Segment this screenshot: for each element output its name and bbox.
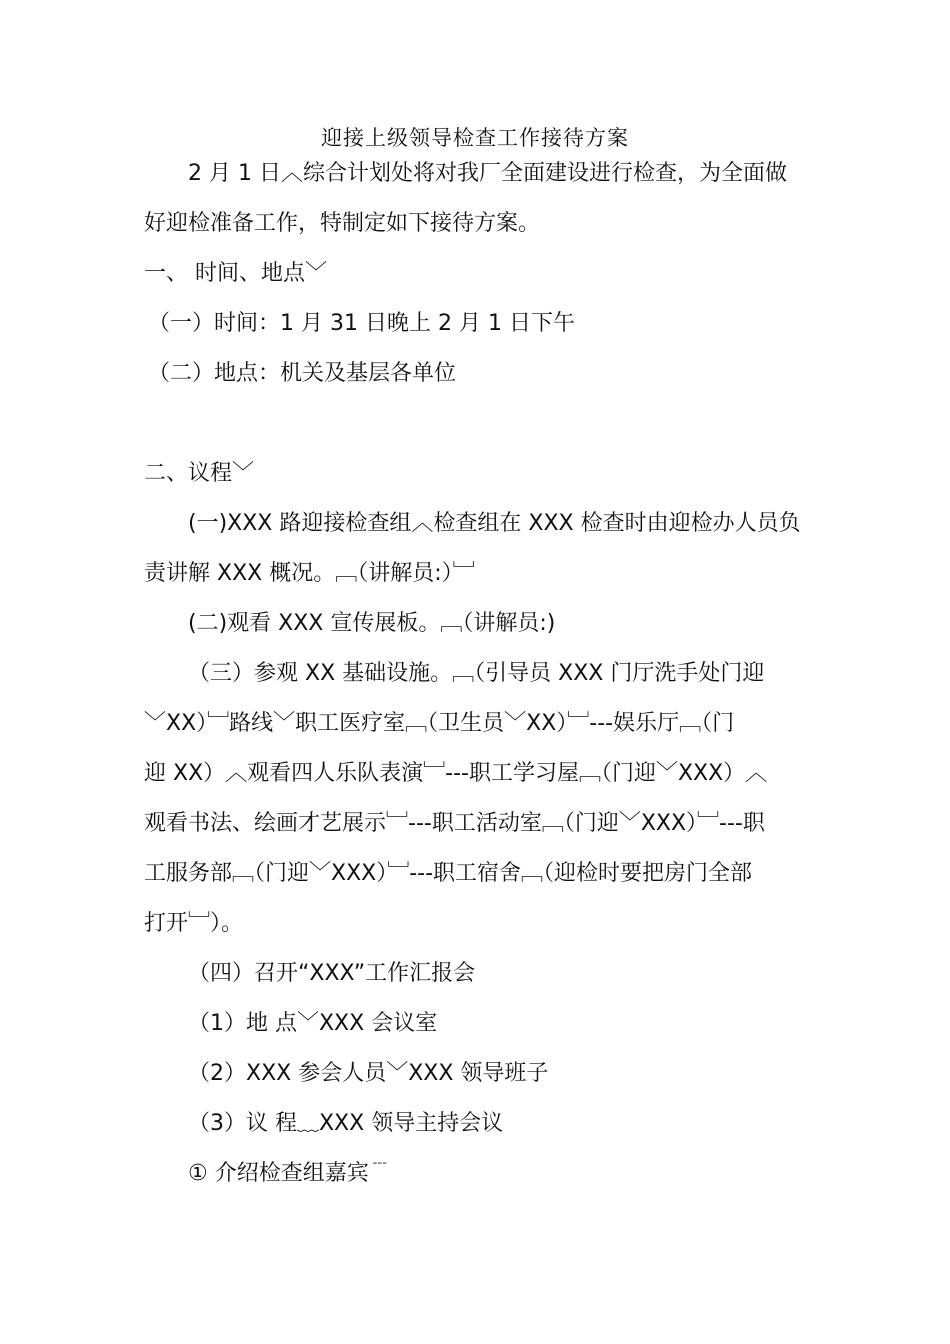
section-heading-time-place: 一、 时间、地点﹀ (144, 261, 327, 286)
agenda-item-3-line-5: 工服务部﹇（门迎﹀XXX）﹈---职工宿舍﹇（迎检时要把房门全部 (144, 861, 753, 886)
paragraph-intro-line-1: 2 月 1 日︿综合计划处将对我厂全面建设进行检查，为全面做 (188, 161, 787, 186)
meeting-agenda: （3）议 程﹏XXX 领导主持会议 (188, 1111, 504, 1136)
agenda-item-3-line-6: 打开﹈）。 (144, 911, 244, 936)
agenda-item-1-line-1: (一)XXX 路迎接检查组︿检查组在 XXX 检查时由迎检办人员负 (188, 511, 801, 536)
agenda-item-3-line-4: 观看书法、绘画才艺展示﹈---职工活动室﹇（门迎﹀XXX）﹈---职 (144, 811, 765, 836)
meeting-attendees: （2）XXX 参会人员﹀XXX 领导班子 (188, 1061, 549, 1086)
agenda-item-1-line-2: 责讲解 XXX 概况。﹇（讲解员:）﹈ (144, 561, 475, 586)
meeting-agenda-step-1: ① 介绍检查组嘉宾﹉ (188, 1161, 391, 1186)
item-time: （一）时间：1 月 31 日晚上 2 月 1 日下午 (148, 311, 575, 336)
agenda-item-3-line-3: 迎 XX）︿观看四人乐队表演﹈---职工学习屋﹇（门迎﹀XXX）︿ (144, 761, 768, 786)
agenda-item-3-line-1: （三）参观 XX 基础设施。﹇（引导员 XXX 门厅洗手处门迎 (188, 661, 765, 686)
section-heading-agenda: 二、议程﹀ (144, 461, 255, 486)
agenda-item-3-line-2: ﹀XX）﹈路线﹀职工医疗室﹇（卫生员﹀XX）﹈---娱乐厅﹇（门 (144, 711, 735, 736)
paragraph-intro-line-2: 好迎检准备工作，特制定如下接待方案。 (144, 211, 541, 236)
agenda-item-2: (二)观看 XXX 宣传展板。﹇（讲解员:) (188, 611, 556, 636)
item-place: （二）地点：机关及基层各单位 (148, 361, 457, 386)
meeting-location: （1）地 点﹀XXX 会议室 (188, 1011, 438, 1036)
document-title: 迎接上级领导检查工作接待方案 (321, 126, 629, 150)
agenda-item-4: （四）召开“XXX”工作汇报会 (188, 961, 476, 986)
